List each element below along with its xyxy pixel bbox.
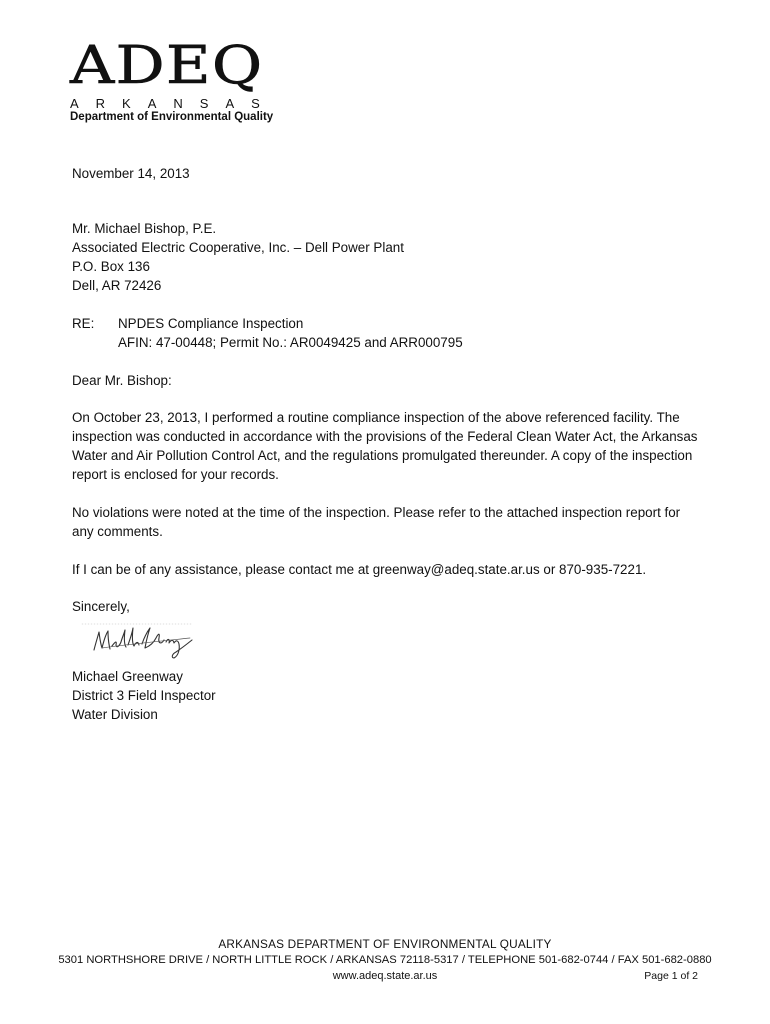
recipient-company: Associated Electric Cooperative, Inc. – Dell Power Plant — [72, 240, 404, 255]
footer-agency: ARKANSAS DEPARTMENT OF ENVIRONMENTAL QUALITY — [218, 937, 552, 951]
logo-state: ARKANSAS — [70, 96, 277, 111]
footer-address: 5301 NORTHSHORE DRIVE / NORTH LITTLE ROCK / ARKANSAS 72118-5317 / TELEPHONE 501-682-0744 / FAX 501-682-0880 — [58, 954, 712, 966]
page-number: Page 1 of 2 — [644, 970, 698, 982]
logo-department: Department of Environmental Quality — [70, 111, 274, 123]
subject-label: RE: — [72, 316, 95, 331]
signer-title: District 3 Field Inspector — [72, 688, 216, 703]
recipient-po-box: P.O. Box 136 — [72, 259, 150, 274]
signer-name: Michael Greenway — [72, 669, 183, 684]
paragraph-inspection: On October 23, 2013, I performed a routine compliance inspection of the above referenced facility. The inspection was conducted in accordance with the provisions of the Federal Clean Water Act, the Arkansas Water and Air Pollution Control Act, and the regulations promulgated thereunder. A copy of the inspection report is enclosed for your records. — [72, 410, 698, 482]
handwritten-signature — [72, 612, 202, 664]
recipient-address — [72, 219, 702, 295]
subject-line: NPDES Compliance Inspection — [118, 316, 304, 331]
recipient-city: Dell, AR 72426 — [72, 278, 162, 293]
recipient-name: Mr. Michael Bishop, P.E. — [72, 221, 217, 236]
letter-date: November 14, 2013 — [72, 166, 190, 181]
subject-block — [72, 314, 702, 352]
closing: Sincerely, — [72, 599, 130, 614]
signature-block — [72, 667, 702, 724]
salutation: Dear Mr. Bishop: — [72, 373, 172, 388]
subject-permit-line: AFIN: 47-00448; Permit No.: AR0049425 and ARR000795 — [118, 335, 463, 350]
paragraph-violations: No violations were noted at the time of the inspection. Please refer to the attached inspection report for any comments. — [72, 505, 681, 539]
footer-website[interactable]: www.adeq.state.ar.us — [332, 970, 438, 982]
paragraph-contact: If I can be of any assistance, please contact me at greenway@adeq.state.ar.us or 870-935-7221. — [72, 562, 647, 577]
logo-wordmark: ADEQ — [70, 36, 264, 96]
adeq-logo — [70, 36, 290, 123]
signer-division: Water Division — [72, 707, 158, 722]
